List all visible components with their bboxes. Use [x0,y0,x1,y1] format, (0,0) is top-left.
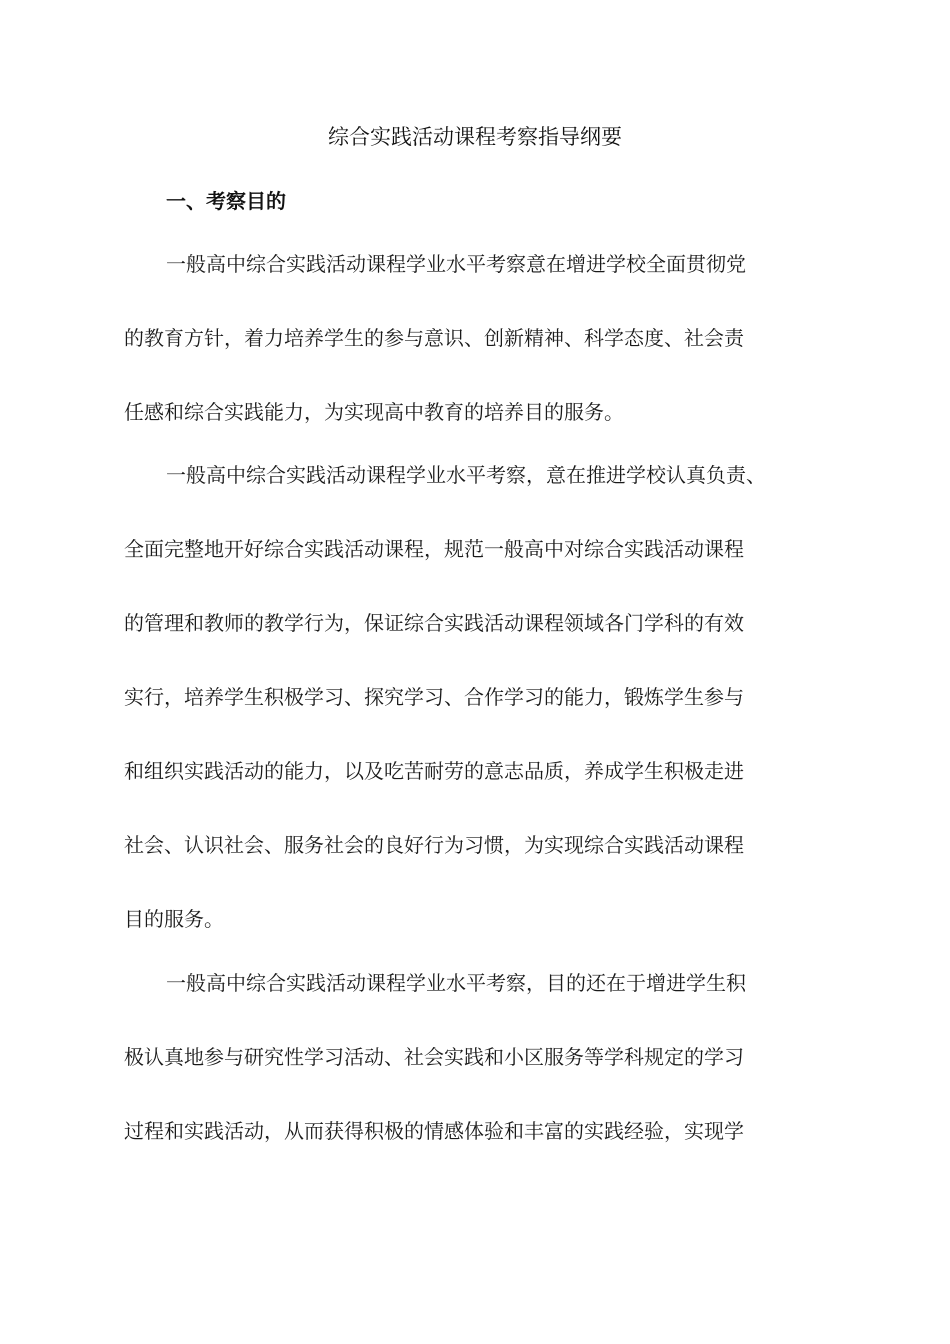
paragraph-line: 过程和实践活动，从而获得积极的情感体验和丰富的实践经验，实现学 [124,1119,744,1143]
paragraph-line: 的教育方针，着力培养学生的参与意识、创新精神、科学态度、社会责 [124,326,744,350]
paragraph-line: 社会、认识社会、服务社会的良好行为习惯，为实现综合实践活动课程 [124,833,744,857]
paragraph-line: 一般高中综合实践活动课程学业水平考察，目的还在于增进学生积 [166,971,746,995]
paragraph-line: 一般高中综合实践活动课程学业水平考察意在增进学校全面贯彻党 [166,252,746,276]
paragraph-line: 目的服务。 [124,907,224,931]
paragraph-line: 的管理和教师的教学行为，保证综合实践活动课程领域各门学科的有效 [124,611,744,635]
paragraph-line: 全面完整地开好综合实践活动课程，规范一般高中对综合实践活动课程 [124,537,744,561]
section-heading: 一、考察目的 [166,189,286,213]
paragraph-line: 任感和综合实践能力，为实现高中教育的培养目的服务。 [124,400,624,424]
paragraph-line: 和组织实践活动的能力，以及吃苦耐劳的意志品质，养成学生积极走进 [124,759,744,783]
paragraph-line: 极认真地参与研究性学习活动、社会实践和小区服务等学科规定的学习 [124,1045,744,1069]
paragraph-line: 实行，培养学生积极学习、探究学习、合作学习的能力，锻炼学生参与 [124,685,744,709]
document-title: 综合实践活动课程考察指导纲要 [328,125,622,149]
paragraph-line: 一般高中综合实践活动课程学业水平考察，意在推进学校认真负责、 [166,463,766,487]
